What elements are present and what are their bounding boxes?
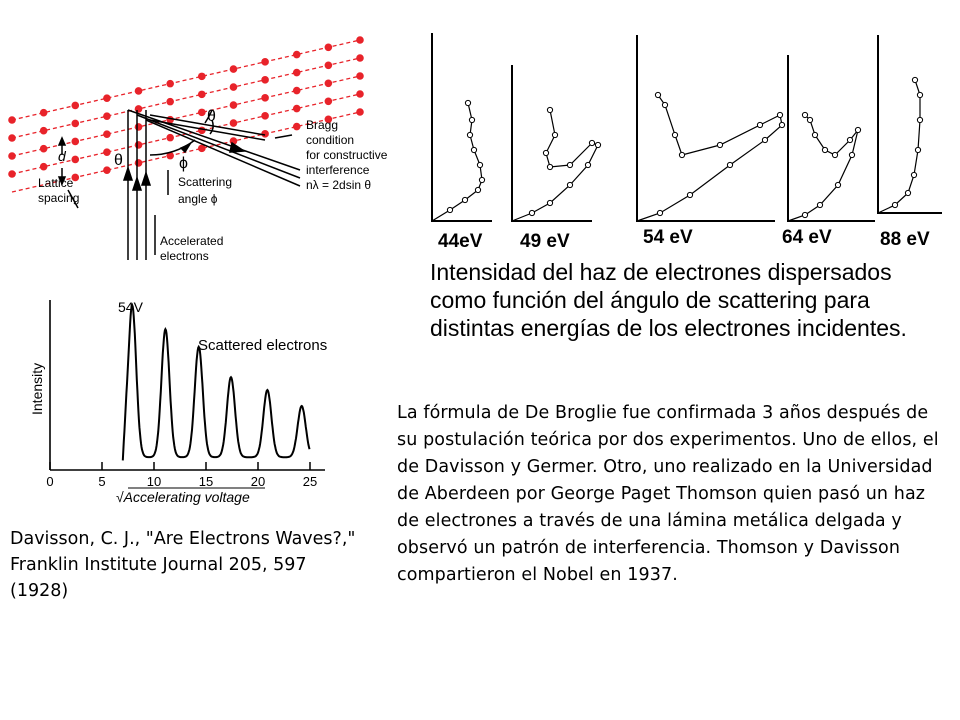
lattice-atom [198, 127, 206, 135]
peak-voltage-label: 54V [118, 299, 143, 315]
polar-data-point [477, 162, 482, 167]
lattice-atom [166, 134, 174, 142]
scattered-electrons-chart [10, 290, 355, 510]
polar-data-point [475, 187, 480, 192]
lattice-atom [71, 138, 79, 146]
polar-plots-caption: Intensidad del haz de electrones dispersados como función del ángulo de scattering para distintas energías de los electrones incidentes. [430, 259, 907, 341]
svg-text:angle ϕ: angle ϕ [178, 192, 218, 206]
lattice-atom [103, 130, 111, 138]
intensity-curve [123, 305, 310, 460]
polar-data-point [543, 150, 548, 155]
polar-data-point [849, 152, 854, 157]
polar-data-point [911, 172, 916, 177]
lattice-atom [103, 166, 111, 174]
scattering-angle-label [178, 175, 232, 206]
lattice-atom [293, 123, 301, 131]
polar-data-point [547, 107, 552, 112]
polar-data-point [912, 77, 917, 82]
lattice-atom [293, 105, 301, 113]
lattice-atom [103, 148, 111, 156]
svg-text:spacing: spacing [38, 191, 80, 205]
polar-data-point [832, 152, 837, 157]
polar-data-point [807, 117, 812, 122]
polar-data-point [657, 210, 662, 215]
polar-plot-64ev [788, 55, 875, 221]
lattice-atom [71, 102, 79, 110]
polar-data-point [462, 197, 467, 202]
polar-data-point [479, 177, 484, 182]
lattice-atom [356, 72, 364, 80]
accelerated-electrons-label [160, 234, 223, 263]
lattice-atom [325, 79, 333, 87]
lattice-atom [166, 80, 174, 88]
lattice-atom [261, 58, 269, 66]
lattice-atom [135, 159, 143, 167]
polar-data-point [905, 190, 910, 195]
svg-text:for constructive: for constructive [306, 148, 388, 162]
polar-data-point [892, 202, 897, 207]
polar-plot-49ev [512, 65, 598, 221]
lattice-atom [8, 170, 16, 178]
polar-data-point [595, 142, 600, 147]
svg-text:condition: condition [306, 133, 355, 147]
svg-text:interference: interference [306, 163, 370, 177]
lattice-spacing-label [38, 176, 79, 205]
energy-label-54ev: 54 eV [643, 227, 693, 248]
polar-data-point [465, 100, 470, 105]
polar-data-point [547, 164, 552, 169]
lattice-atom [198, 109, 206, 117]
polar-data-point [757, 122, 762, 127]
lattice-atom [230, 65, 238, 73]
lattice-atom [198, 73, 206, 81]
lattice-atom [230, 83, 238, 91]
polar-data-point [915, 147, 920, 152]
y-axis-label: Intensity [29, 362, 45, 415]
theta-label-top: θ [207, 108, 216, 125]
polar-data-point [471, 147, 476, 152]
polar-data-point [812, 132, 817, 137]
lattice-atom [8, 116, 16, 124]
polar-data-point [779, 122, 784, 127]
polar-data-point [589, 140, 594, 145]
polar-data-point [567, 162, 572, 167]
svg-text:electrons: electrons [160, 249, 209, 263]
polar-data-point [817, 202, 822, 207]
x-tick-label: 10 [146, 474, 162, 489]
lattice-atom [261, 112, 269, 120]
x-tick-label: 25 [302, 474, 318, 489]
energy-label-88ev: 88 eV [880, 229, 930, 250]
lattice-atom [230, 119, 238, 127]
polar-data-point [802, 212, 807, 217]
polar-plot-88ev [878, 35, 942, 213]
polar-plot-44ev [432, 33, 492, 221]
polar-data-point [917, 92, 922, 97]
lattice-atom [135, 123, 143, 131]
lattice-atom [293, 51, 301, 59]
lattice-atom [356, 90, 364, 98]
lattice-atom [71, 156, 79, 164]
lattice-atom [8, 134, 16, 142]
polar-data-point [469, 117, 474, 122]
polar-data-point [662, 102, 667, 107]
energy-label-44ev: 44eV [438, 231, 483, 250]
lattice-atom [198, 91, 206, 99]
lattice-atom [261, 76, 269, 84]
x-tick-label: 20 [250, 474, 266, 489]
chart-title: Scattered electrons [198, 337, 328, 354]
lattice-atom [325, 43, 333, 51]
polar-data-point [529, 210, 534, 215]
svg-text:Lattice: Lattice [38, 176, 74, 190]
lattice-atom [40, 163, 48, 171]
lattice-atom [356, 54, 364, 62]
polar-data-point [585, 162, 590, 167]
lattice-atom [356, 36, 364, 44]
polar-plots [420, 25, 950, 250]
lattice-d-label: d [58, 148, 66, 164]
lattice-atom [325, 61, 333, 69]
theta-label-left: θ [114, 152, 123, 169]
bragg-condition-label [306, 118, 388, 192]
lattice-atom [293, 87, 301, 95]
polar-data-point [762, 137, 767, 142]
x-tick-label: 5 [98, 474, 106, 489]
lattice-atom [135, 87, 143, 95]
svg-text:Scattering: Scattering [178, 175, 233, 189]
lattice-atom [356, 108, 364, 116]
lattice-atom [40, 127, 48, 135]
polar-data-point [672, 132, 677, 137]
lattice-atom [103, 112, 111, 120]
lattice-atom [261, 94, 269, 102]
polar-data-point [552, 132, 557, 137]
polar-data-point [847, 137, 852, 142]
citation: Davisson, C. J., "Are Electrons Waves?," Franklin Institute Journal 205, 597 (1928) [10, 529, 356, 601]
lattice-atom [230, 101, 238, 109]
body-paragraph: La fórmula de De Broglie fue confirmada 3 años después de su postulación teórica por dos experimentos. Uno de ellos, el de Davisson y Germer. Otro, uno realizado en la Universidad de Aberdeen por George Paget Thomson quien pasó un haz de electrones a través de una lámina metálica delgada y observó un patrón de interferencia. Thomson y Davisson compartieron el Nobel en 1937. [397, 403, 939, 585]
polar-data-point [802, 112, 807, 117]
lattice-atom [166, 98, 174, 106]
lattice-atom [40, 145, 48, 153]
lattice-atom [40, 109, 48, 117]
x-tick-label: 15 [198, 474, 214, 489]
x-tick-label: 0 [46, 474, 54, 489]
lattice-atom [103, 94, 111, 102]
polar-data-point [717, 142, 722, 147]
polar-data-point [679, 152, 684, 157]
lattice-atom [135, 141, 143, 149]
polar-data-point [547, 200, 552, 205]
svg-text:Accelerated: Accelerated [160, 234, 224, 248]
lattice-atom [8, 152, 16, 160]
svg-text:nλ = 2dsin θ: nλ = 2dsin θ [306, 178, 372, 192]
lattice-row [12, 40, 360, 120]
x-axis-label: √Accelerating voltage [116, 489, 250, 505]
polar-data-point [835, 182, 840, 187]
polar-data-point [822, 147, 827, 152]
svg-text:Bragg: Bragg [306, 118, 339, 132]
polar-data-point [567, 182, 572, 187]
polar-data-point [855, 127, 860, 132]
polar-data-point [727, 162, 732, 167]
phi-label: ϕ [179, 155, 188, 172]
bragg-diagram [0, 20, 410, 270]
polar-data-point [655, 92, 660, 97]
polar-data-point [447, 207, 452, 212]
polar-data-point [687, 192, 692, 197]
lattice-atom [71, 120, 79, 128]
energy-label-64ev: 64 eV [782, 227, 832, 248]
energy-label-49ev: 49 eV [520, 231, 570, 250]
lattice-atom [293, 69, 301, 77]
polar-data-point [777, 112, 782, 117]
polar-data-point [467, 132, 472, 137]
lattice-atom [135, 105, 143, 113]
polar-data-point [917, 117, 922, 122]
lattice-atom [325, 97, 333, 105]
